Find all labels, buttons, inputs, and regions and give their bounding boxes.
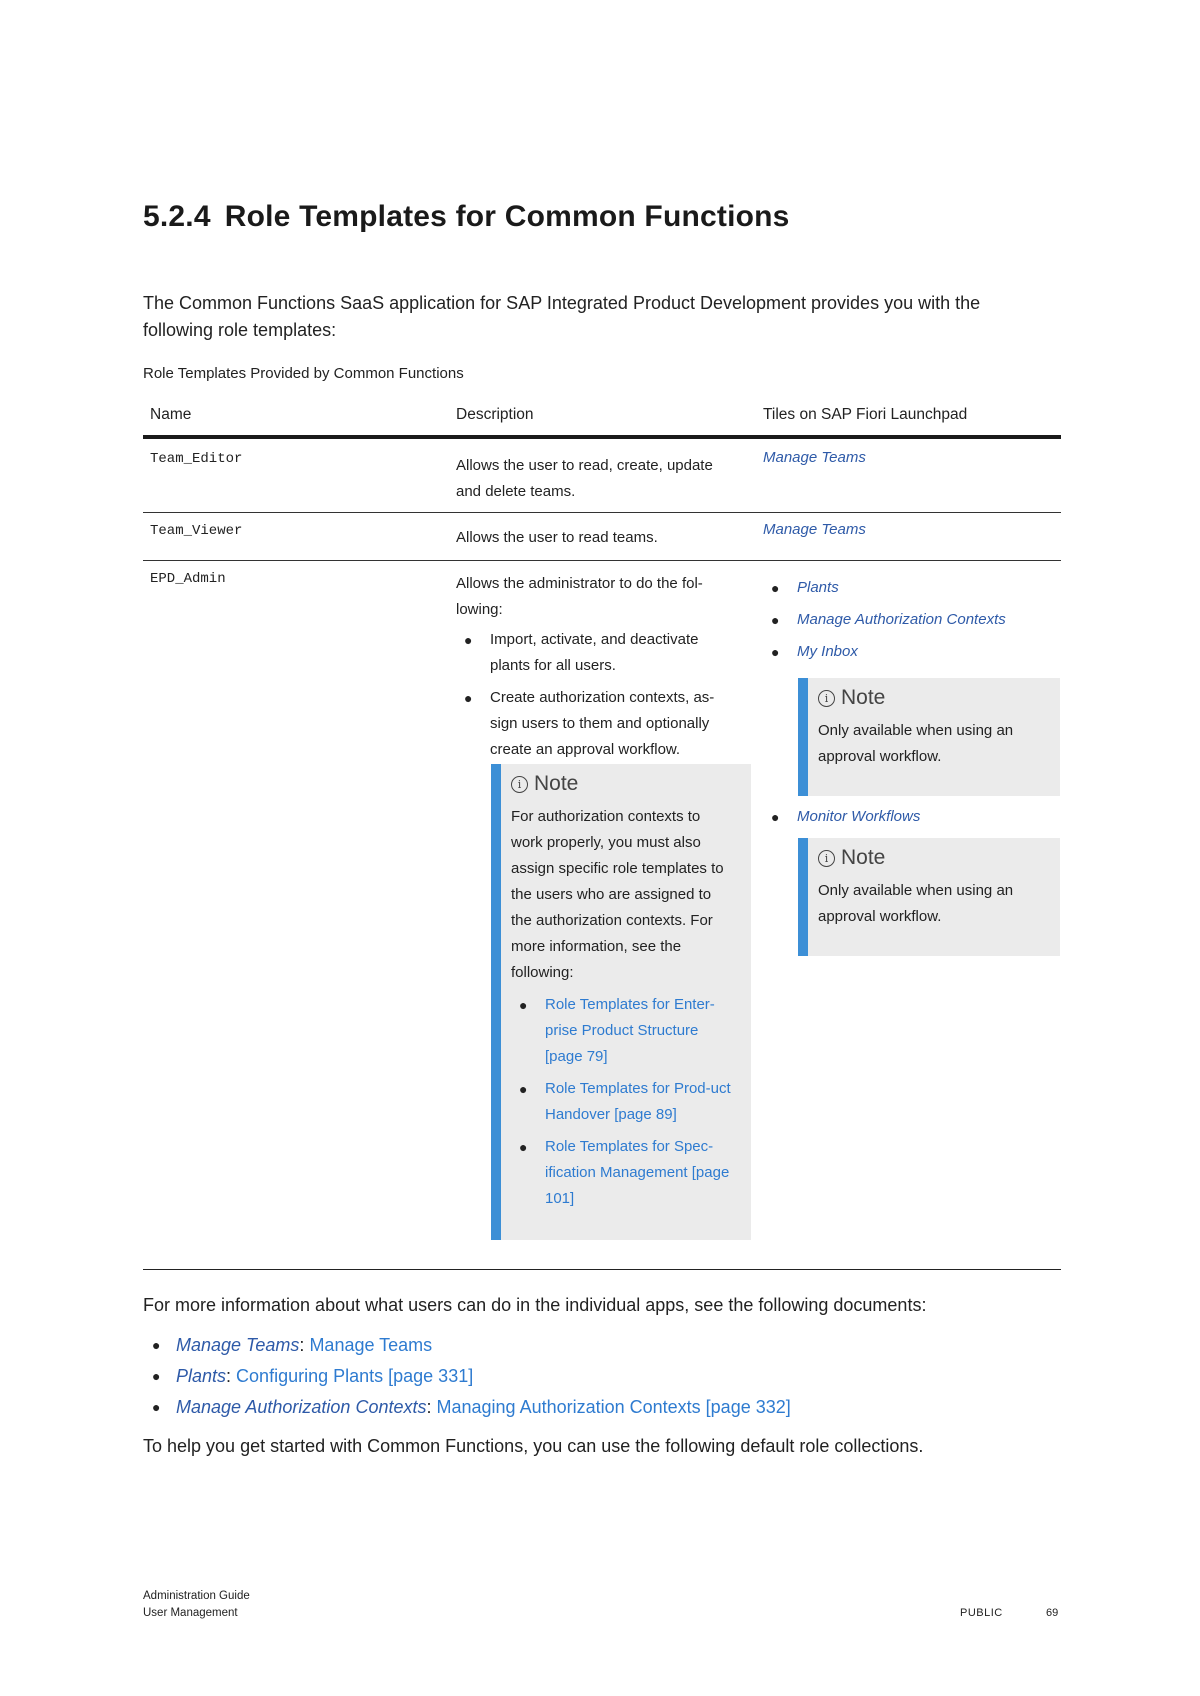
table-row (143, 561, 1061, 1270)
tile-link-monitor-workflows[interactable]: Monitor Workflows (797, 808, 921, 825)
bullet-icon: ● (464, 632, 473, 648)
role-description: Allows the user to read teams. (456, 529, 658, 546)
role-templates-table (143, 398, 1061, 1270)
help-paragraph: To help you get started with Common Functions, you can use the following default role collections. (143, 1436, 924, 1456)
table-row (143, 513, 1061, 561)
list-item (763, 804, 1063, 830)
tiles-list (763, 575, 1063, 671)
info-icon: i (818, 850, 835, 867)
app-link[interactable]: Manage Teams (176, 1335, 300, 1355)
note-header: i Note (818, 846, 1060, 870)
doc-link[interactable]: Configuring Plants [page 331] (236, 1366, 474, 1386)
list-item (511, 1134, 739, 1212)
section-heading (143, 200, 790, 234)
note-body: Only available when using an approval workflow. (818, 722, 1014, 765)
bullet-icon: ● (152, 1399, 161, 1415)
doc-link[interactable]: Manage Teams (309, 1335, 433, 1355)
bullet-icon: ● (519, 1139, 528, 1155)
role-name: EPD_Admin (150, 571, 226, 587)
app-link[interactable]: Plants (176, 1366, 227, 1386)
list-item (511, 1076, 739, 1128)
info-icon: i (511, 776, 528, 793)
footer-guide: Administration Guide (143, 1590, 250, 1602)
tiles-list (763, 804, 1063, 836)
note-box (798, 678, 1060, 796)
footer-chapter: User Management (143, 1607, 238, 1619)
header-name: Name (150, 406, 192, 423)
note-body: Only available when using an approval workflow. (818, 882, 1014, 925)
bullet-icon: ● (771, 644, 780, 660)
note-link[interactable]: Role Templates for Prod-uct Handover [page 89] (545, 1080, 731, 1123)
intro-paragraph: The Common Functions SaaS application for SAP Integrated Product Development provides you with the following role templates: (143, 293, 981, 340)
note-link[interactable]: Role Templates for Enter-prise Product Structure [page 79] (545, 996, 715, 1065)
section-number: 5.2.4 (143, 200, 211, 233)
tile-link-manage-teams[interactable]: Manage Teams (763, 449, 866, 466)
description-list (456, 627, 741, 769)
list-item (511, 992, 739, 1070)
note-box (491, 764, 751, 1240)
more-info-paragraph: For more information about what users can do in the individual apps, see the following documents: (143, 1295, 927, 1315)
list-item: ● Plants: Configuring Plants [page 331] (143, 1363, 791, 1394)
list-item (763, 575, 1063, 601)
bullet-icon: ● (771, 612, 780, 628)
role-description: Allows the user to read, create, update and delete teams. (456, 457, 713, 500)
note-link-list (511, 992, 739, 1212)
list-item: ● Manage Authorization Contexts: Managing Authorization Contexts [page 332] (143, 1394, 791, 1425)
role-description: Allows the administrator to do the fol-lowing: (456, 575, 703, 618)
table-caption: Role Templates Provided by Common Functions (143, 365, 464, 382)
note-body: For authorization contexts to work properly, you must also assign specific role templates to the users who are assigned to the authorization contexts. For more information, see the following: (511, 808, 724, 981)
list-item: ● Create authorization contexts, as-sign users to them and optionally create an approval workflow. (456, 685, 741, 763)
bullet-icon: ● (771, 809, 780, 825)
tile-link-my-inbox[interactable]: My Inbox (797, 643, 858, 660)
doc-link[interactable]: Managing Authorization Contexts [page 332] (436, 1397, 791, 1417)
role-name: Team_Viewer (150, 523, 243, 539)
list-item (763, 639, 1063, 665)
role-name: Team_Editor (150, 451, 243, 467)
table-header-row (143, 398, 1061, 439)
table-row (143, 439, 1061, 513)
footer-page-number: 69 (1046, 1607, 1059, 1619)
bullet-icon: ● (519, 997, 528, 1013)
bullet-icon: ● (152, 1368, 161, 1384)
app-link[interactable]: Manage Authorization Contexts (176, 1397, 427, 1417)
bullet-icon: ● (519, 1081, 528, 1097)
bullet-icon: ● (464, 690, 473, 706)
info-icon: i (818, 690, 835, 707)
bullet-icon: ● (771, 580, 780, 596)
note-header: i Note (511, 772, 751, 796)
footer-classification: PUBLIC (960, 1607, 1003, 1619)
note-box (798, 838, 1060, 956)
list-item: ● Import, activate, and deactivate plants for all users. (456, 627, 741, 679)
list-item: ● Manage Teams: Manage Teams (143, 1332, 791, 1363)
tile-link-plants[interactable]: Plants (797, 579, 839, 596)
bullet-icon: ● (152, 1337, 161, 1353)
note-header: i Note (818, 686, 1060, 710)
section-title: Role Templates for Common Functions (224, 200, 790, 233)
list-item (763, 607, 1063, 633)
header-description: Description (456, 406, 534, 423)
tile-link-manage-teams[interactable]: Manage Teams (763, 521, 866, 538)
note-link[interactable]: Role Templates for Spec-ification Management [page 101] (545, 1138, 730, 1207)
header-tiles: Tiles on SAP Fiori Launchpad (763, 406, 968, 423)
tile-link-manage-authorization-contexts[interactable]: Manage Authorization Contexts (797, 611, 1006, 628)
documents-list (143, 1332, 791, 1425)
